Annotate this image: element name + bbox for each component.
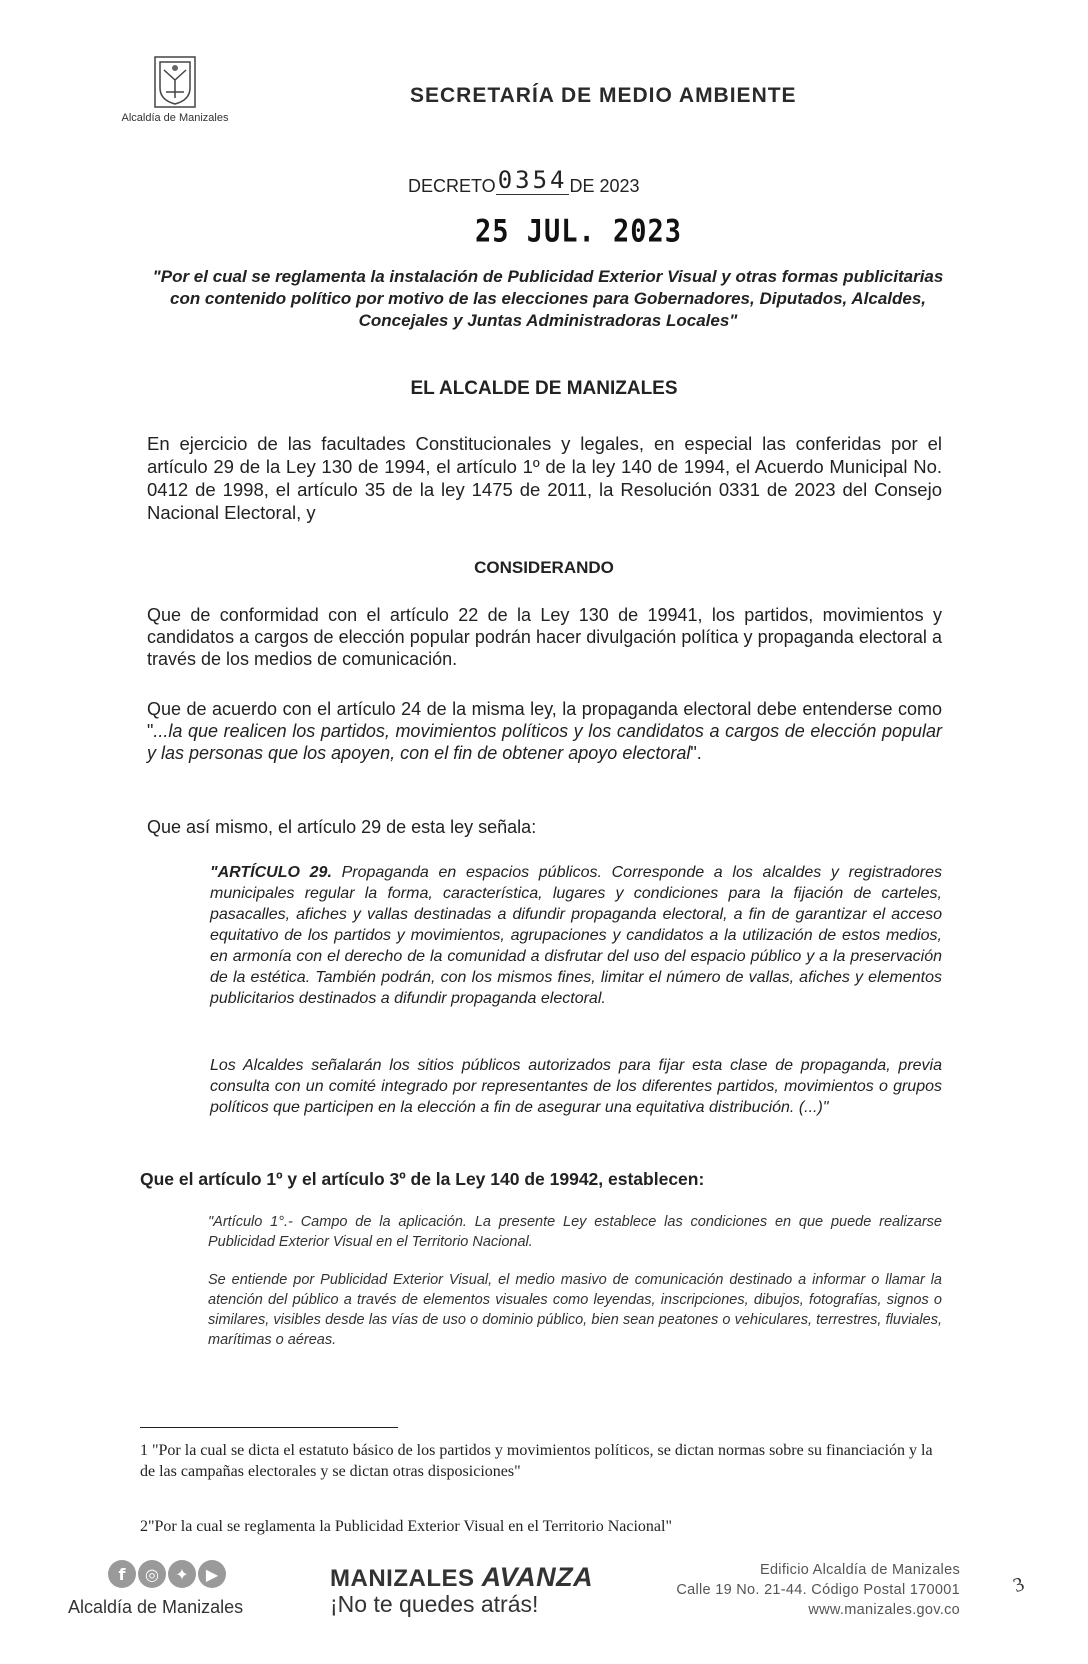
decree-title: "Por el cual se reglamenta la instalación de Publicidad Exterior Visual y otras formas publicitarias con contenido político por motivo de las elecciones para Gobernadores, Diputados, Alcaldes, Concejales y Juntas Administradoras Locales"	[152, 267, 944, 330]
paragraph-2-plain: Que de acuerdo con el artículo 24 de la misma ley, la propaganda electoral debe entenderse como "	[147, 699, 942, 741]
youtube-icon[interactable]: ▶	[198, 1560, 226, 1588]
footer-alcaldia: Alcaldía de Manizales	[68, 1597, 244, 1617]
instagram-icon[interactable]: ◎	[138, 1560, 166, 1588]
considerando-paragraph-1: Que de conformidad con el artículo 22 de la Ley 130 de 19941, los partidos, movimientos y candidatos a cargos de elección popular podrán hacer divulgación política y propaganda electoral a través de los medios de comunicación.	[147, 605, 942, 669]
footnote-1: 1 "Por la cual se dicta el estatuto básico de los partidos y movimientos políticos, se dictan normas sobre su financiación y la de las campañas electorales y se dictan otras disposiciones"	[140, 1442, 933, 1480]
footnote-2: 2"Por la cual se reglamenta la Publicidad Exterior Visual en el Territorio Nacional"	[140, 1518, 672, 1535]
address-website[interactable]: www.manizales.gov.co	[808, 1602, 960, 1618]
paragraph-2-end: ".	[690, 743, 702, 763]
intro-paragraph: En ejercicio de las facultades Constitucionales y legales, en especial las conferidas por el artículo 29 de la Ley 130 de 1994, el artículo 1º de la ley 140 de 1994, el Acuerdo Municipal No. 0412 de 1998, el artículo 35 de la ley 1475 de 2011, la Resolución 0331 de 2023 del Consejo Nacional Electoral, y	[147, 433, 942, 523]
coat-of-arms-icon	[152, 54, 198, 110]
paragraph-2-quote: ...la que realicen los partidos, movimientos políticos y los candidatos a cargos de elección popular y las personas que los apoyen, con el fin de obtener apoyo electoral	[147, 721, 942, 763]
decreto-label: DECRETO	[408, 176, 496, 196]
footnote-divider	[140, 1427, 398, 1428]
article-29-paragraph-2: Los Alcaldes señalarán los sitios públicos autorizados para fijar esta clase de propaganda, previa consulta con un comité integrado por representantes de los diferentes partidos, movimientos o grupos políticos que participen en la elección a fin de asegurar una equitativa distribución. (...)"	[210, 1057, 942, 1116]
decreto-line	[408, 166, 640, 198]
article-29-quote	[210, 862, 942, 1009]
decreto-number: 0354	[497, 166, 568, 194]
secretaria-heading: SECRETARÍA DE MEDIO AMBIENTE	[410, 84, 797, 107]
article-29-body: Propaganda en espacios públicos. Corresponde a los alcaldes y registradores municipales regular la forma, característica, lugares y condiciones para la fijación de carteles, pasacalles, afiches y vallas destinadas a difundir propaganda electoral, a fin de garantizar el acceso equitativo de los partidos y movimientos, agrupaciones y candidatos a la utilización de estos medios, en armonía con el derecho de la comunidad a disfrutar del uso del espacio público y a la preservación de la estética. También podrán, con los mismos fines, limitar el número de vallas, afiches y elementos publicitarios destinados a difundir propaganda electoral.	[210, 864, 942, 1007]
considerando-heading: CONSIDERANDO	[474, 558, 614, 577]
address-line-2: Calle 19 No. 21-44. Código Postal 170001	[676, 1582, 960, 1598]
address-line-1: Edificio Alcaldía de Manizales	[759, 1562, 960, 1578]
header-logo	[100, 54, 250, 124]
considerando-paragraph-3: Que así mismo, el artículo 29 de esta ley señala:	[147, 817, 537, 837]
slogan-tagline: ¡No te quedes atrás!	[330, 1591, 539, 1617]
slogan-avanza: AVANZA	[481, 1562, 594, 1592]
twitter-icon[interactable]: ✦	[168, 1560, 196, 1588]
logo-caption: Alcaldía de Manizales	[121, 112, 229, 124]
page-mark: 3	[1010, 1572, 1028, 1598]
date-stamp: 25 JUL. 2023	[475, 213, 683, 250]
article-1-paragraph-1: "Artículo 1°.- Campo de la aplicación. La presente Ley establece las condiciones en que puede realizarse Publicidad Exterior Visual en el Territorio Nacional.	[208, 1214, 942, 1250]
footer-slogan	[330, 1562, 630, 1618]
alcalde-heading: EL ALCALDE DE MANIZALES	[410, 378, 678, 399]
slogan-manizales: MANIZALES	[330, 1565, 475, 1592]
facebook-icon[interactable]: f	[108, 1560, 136, 1588]
decreto-year: DE 2023	[569, 176, 640, 196]
footer-address	[660, 1560, 960, 1620]
article-29-heading: "ARTÍCULO 29.	[210, 864, 332, 881]
considerando-paragraph-4: Que el artículo 1º y el artículo 3º de la Ley 140 de 19942, establecen:	[140, 1169, 705, 1189]
article-1-paragraph-2: Se entiende por Publicidad Exterior Visual, el medio masivo de comunicación destinado a informar o llamar la atención del público a través de elementos visuales como leyendas, inscripciones, dibujos, fotografías, signos o similares, visibles desde las vías de uso o dominio público, bien sean peatones o vehiculares, terrestres, fluviales, marítimas o aéreas.	[208, 1272, 942, 1348]
considerando-paragraph-2	[147, 698, 942, 764]
social-icons	[108, 1560, 226, 1588]
